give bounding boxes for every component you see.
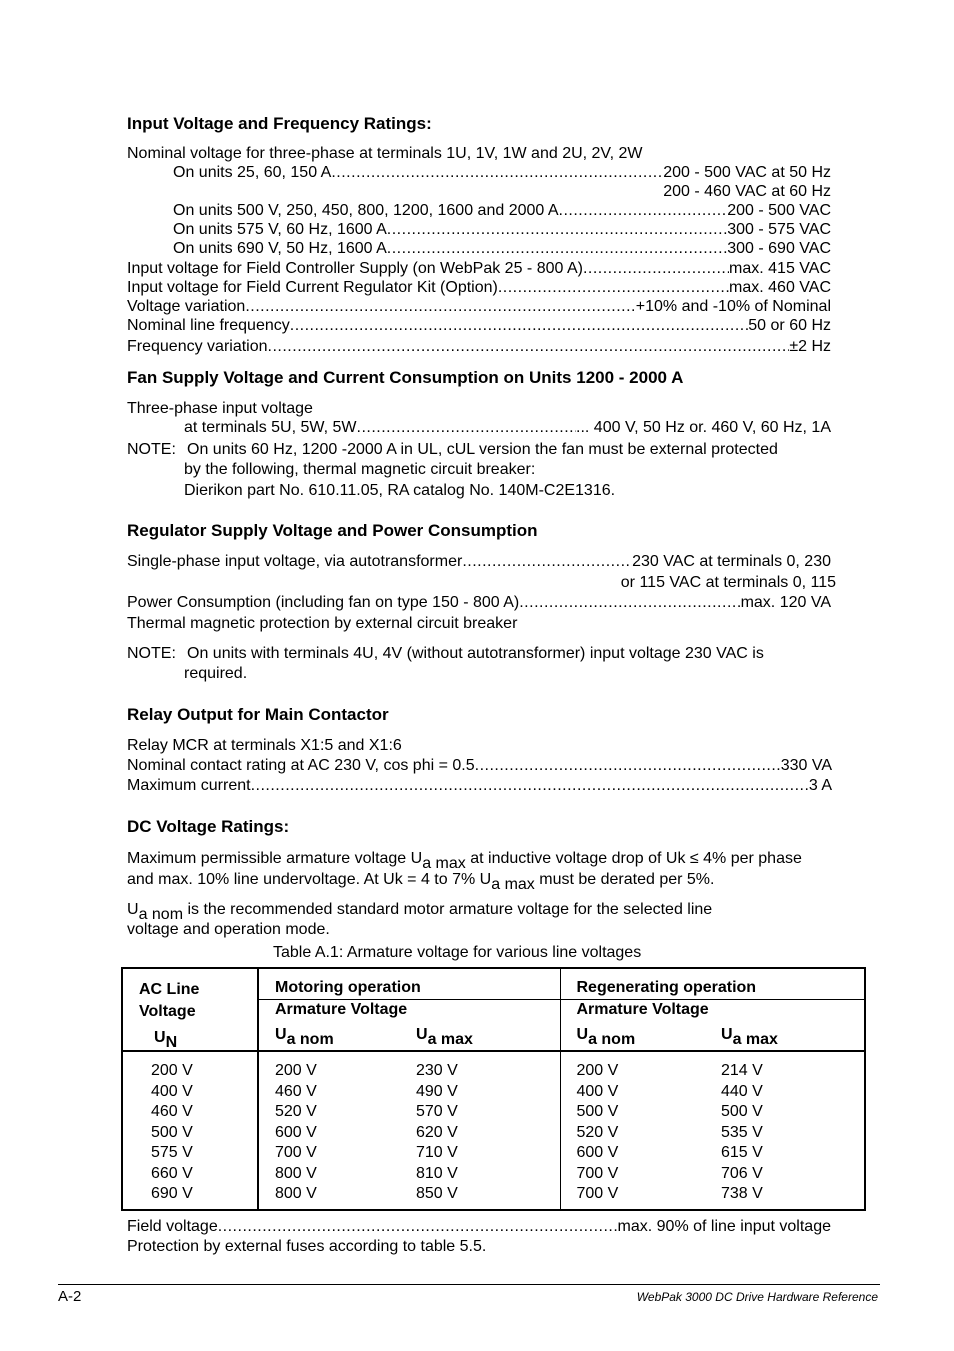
note-text: On units with terminals 4U, 4V (without autotransformer) input voltage 230 VAC is <box>187 645 764 662</box>
table-cell: 500 V <box>576 1103 619 1120</box>
table-cell: 700 V <box>275 1144 317 1161</box>
footer-divider <box>58 1284 880 1285</box>
note-label: NOTE: <box>127 645 176 662</box>
spec-value-continuation: 200 - 460 VAC at 60 Hz <box>663 183 831 200</box>
input-intro: Nominal voltage for three-phase at terminals 1U, 1V, 1W and 2U, 2V, 2W <box>127 145 643 162</box>
col-mot-max-values <box>400 1051 560 1210</box>
mot-ua-nom-header: $U_{a nom}$ <box>258 1021 400 1051</box>
col-header-ac-line: AC Line Voltage $U_N$ <box>122 968 258 1051</box>
spec-row: On units 690 V, 50 Hz, 1600 A ..... 300 - 690 VAC <box>173 239 831 258</box>
protection-text: Thermal magnetic protection by external circuit breaker <box>127 615 518 632</box>
note-text: required. <box>184 665 248 682</box>
table-cell: 400 V <box>576 1082 619 1100</box>
spec-row: Input voltage for Field Controller Supply (on WebPak 25 - 800 A) ..... max. 415 VAC <box>127 259 831 278</box>
note-text: by the following, thermal magnetic circuit breaker: <box>184 461 536 478</box>
table-cell: 800 V <box>275 1164 317 1182</box>
section-heading-fan-supply: Fan Supply Voltage and Current Consumption on Units 1200 - 2000 A <box>127 368 684 387</box>
table-cell: 850 V <box>416 1185 458 1202</box>
col-reg-nom-values <box>560 1051 705 1210</box>
table-cell: 700 V <box>576 1185 619 1202</box>
table-cell: 460 V <box>151 1103 193 1120</box>
table-cell: 710 V <box>416 1144 458 1161</box>
table-cell: 690 V <box>151 1185 193 1202</box>
spec-row: Frequency variation ..... ±2 Hz <box>127 337 831 356</box>
table-cell: 400 V <box>151 1082 193 1100</box>
table-cell: 810 V <box>416 1164 458 1182</box>
reg-ua-max-header: $U_{a max}$ <box>705 1021 865 1051</box>
table-cell: 460 V <box>275 1082 317 1100</box>
spec-row: On units 575 V, 60 Hz, 1600 A ..... 300 - 575 VAC <box>173 220 831 239</box>
table-cell: 200 V <box>275 1062 317 1079</box>
mot-ua-max-header: $U_{a max}$ <box>400 1021 560 1051</box>
dc-paragraph-line: $U_{a nom}$ is the recommended standard motor armature voltage for the selected line <box>127 901 713 923</box>
spec-row: Nominal line frequency ..... 50 or 60 Hz <box>127 316 831 335</box>
col-header-motoring: Motoring operation <box>258 968 560 999</box>
table-cell: 520 V <box>576 1123 619 1141</box>
spec-row: Single-phase input voltage, via autotransformer ..... 230 VAC at terminals 0, 230 <box>127 552 831 571</box>
spec-row: Power Consumption (including fan on type 150 - 800 A) ..... max. 120 VA <box>127 593 831 612</box>
regen-armature-label: Armature Voltage <box>576 1000 709 1018</box>
table-cell: 600 V <box>576 1144 619 1161</box>
table-cell: 520 V <box>275 1103 317 1120</box>
table-cell: 200 V <box>151 1062 193 1079</box>
dc-paragraph-line: and max. 10% line undervoltage. At Uk = 4 to 7% $U_{a max}$ must be derated per 5%. <box>127 871 715 893</box>
section-heading-relay-output: Relay Output for Main Contactor <box>127 705 389 724</box>
table-cell: 570 V <box>416 1103 458 1120</box>
table-cell: 535 V <box>721 1123 763 1141</box>
note-text: Dierikon part No. 610.11.05, RA catalog No. 140M-C2E1316. <box>184 482 616 499</box>
spec-row: On units 500 V, 250, 450, 800, 1200, 1600 and 2000 A ..... 200 - 500 VAC <box>173 201 831 220</box>
table-cell: 660 V <box>151 1164 193 1182</box>
section-heading-input-voltage: Input Voltage and Frequency Ratings: <box>127 114 432 133</box>
col-reg-max-values <box>705 1051 865 1210</box>
un-symbol: $U_N$ <box>154 1029 178 1051</box>
table-cell: 575 V <box>151 1144 193 1161</box>
dc-paragraph-line: Maximum permissible armature voltage $U_{a max}$ at inductive voltage drop of Uk ≤ 4% per phase <box>127 850 802 872</box>
spec-row: Maximum current ..... 3 A <box>127 776 832 795</box>
col-mot-nom-values <box>258 1051 400 1210</box>
fuse-protection-text: Protection by external fuses according to table 5.5. <box>127 1238 487 1255</box>
table-cell: 500 V <box>151 1123 193 1141</box>
table-cell: 620 V <box>416 1123 458 1141</box>
col-header-regenerating: Regenerating operation <box>560 968 865 999</box>
table-cell: 230 V <box>416 1062 458 1079</box>
table-cell: 706 V <box>721 1164 763 1182</box>
table-cell: 490 V <box>416 1082 458 1100</box>
table-cell: 615 V <box>721 1144 763 1161</box>
spec-row: Input voltage for Field Current Regulator Kit (Option) ..... max. 460 VAC <box>127 278 831 297</box>
page-number: A-2 <box>58 1288 82 1305</box>
note-text: On units 60 Hz, 1200 -2000 A in UL, cUL version the fan must be external protected <box>187 441 778 458</box>
reg-ua-nom-header: $U_{a nom}$ <box>560 1021 705 1051</box>
table-cell: 738 V <box>721 1185 763 1202</box>
spec-row: On units 25, 60, 150 A ..... 200 - 500 VAC at 50 Hz <box>173 163 831 182</box>
armature-voltage-table <box>121 967 866 1211</box>
table-cell: 800 V <box>275 1185 317 1202</box>
table-cell: 200 V <box>576 1062 619 1079</box>
table-cell: 214 V <box>721 1062 763 1079</box>
relay-intro: Relay MCR at terminals X1:5 and X1:6 <box>127 737 402 754</box>
table-cell: 440 V <box>721 1082 763 1100</box>
motoring-armature-label: Armature Voltage <box>258 999 560 1021</box>
document-title: WebPak 3000 DC Drive Hardware Reference <box>636 1290 878 1304</box>
col-un-values <box>122 1051 258 1210</box>
section-heading-regulator-supply: Regulator Supply Voltage and Power Consumption <box>127 521 538 540</box>
table-cell: 500 V <box>721 1103 763 1120</box>
spec-row: at terminals 5U, 5W, 5W ..... ... 400 V, 50 Hz or. 460 V, 60 Hz, 1A <box>184 418 831 437</box>
spec-row: Voltage variation ..... +10% and -10% of Nominal <box>127 297 831 316</box>
table-caption: Table A.1: Armature voltage for various line voltages <box>273 944 642 961</box>
spec-value-continuation: or 115 VAC at terminals 0, 115 <box>620 574 836 591</box>
spec-row: Nominal contact rating at AC 230 V, cos phi = 0.5 ..... 330 VA <box>127 756 832 775</box>
table-cell: 600 V <box>275 1123 317 1141</box>
note-label: NOTE: <box>127 441 176 458</box>
section-heading-dc-voltage: DC Voltage Ratings: <box>127 817 290 836</box>
dc-paragraph-line: voltage and operation mode. <box>127 921 330 938</box>
table-cell: 700 V <box>576 1164 619 1182</box>
spec-row-field-voltage: Field voltage ..... max. 90% of line input voltage <box>127 1217 831 1236</box>
fan-intro: Three-phase input voltage <box>127 400 313 417</box>
